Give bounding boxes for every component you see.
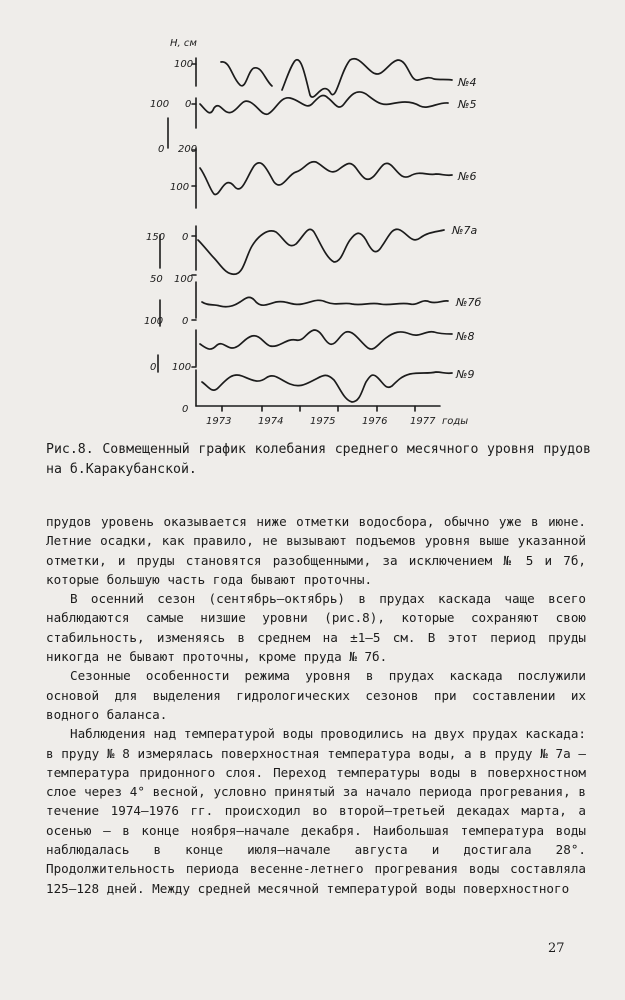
- caption-prefix: Рис.8.: [46, 442, 94, 457]
- level-graph: [0, 0, 625, 430]
- x-tick-label: 1977: [410, 416, 436, 427]
- series-label: №8: [456, 330, 475, 343]
- scale-label: 100: [172, 362, 192, 373]
- scale-label: 0: [185, 99, 192, 110]
- series-line-8: [200, 330, 452, 349]
- series-label: №7б: [456, 296, 482, 309]
- scale-label: 0: [158, 144, 165, 155]
- page-number: 27: [548, 941, 565, 956]
- figure-level-chart: [0, 0, 625, 430]
- x-tick-label: 1973: [206, 416, 232, 427]
- series-line-4: [221, 59, 452, 97]
- series-label: №5: [458, 98, 477, 111]
- x-tick-label: 1974: [258, 416, 284, 427]
- scale-label: 0: [182, 404, 189, 415]
- scale-label: 100: [170, 182, 190, 193]
- scale-label: 50: [150, 274, 163, 285]
- scale-label: 100: [144, 316, 164, 327]
- paragraph: Наблюдения над температурой воды проводились на двух прудах каскада: в пруду № 8 измерялась поверхностная температура воды, а в пруду № 7а – температура придонного слоя. Переход температуры воды в поверхностном слое через 4° весной, условно принятый за начало периода прогревания, в течение 1974–1976 гг. происходил во второй–третьей декадах марта, а осенью – в конце ноября–начале декабря. Наибольшая температура воды наблюдалась в конце июля–начале августа и достигала 28°. Продолжительность периода весенне-летнего прогревания воды составляла 125–128 дней. Между средней месячной температурой воды поверхностного: [46, 726, 586, 896]
- series-label: №7а: [452, 224, 478, 237]
- scale-bracket: [158, 118, 168, 372]
- body-text: [46, 512, 586, 898]
- series-label: №9: [456, 368, 475, 381]
- scale-label: 100: [174, 274, 194, 285]
- x-axis-label: годы: [442, 416, 469, 427]
- series-line-7a: [198, 229, 444, 274]
- y-axis-title: H, см: [170, 38, 197, 49]
- scale-label: 150: [146, 232, 166, 243]
- scale-label: 0: [150, 362, 157, 373]
- x-tick-label: 1976: [362, 416, 388, 427]
- series-line-9: [202, 372, 452, 402]
- figure-caption: [46, 440, 591, 480]
- scale-label: 100: [150, 99, 170, 110]
- scale-label: 200: [178, 144, 198, 155]
- series-line-7b: [202, 297, 448, 306]
- series-label: №6: [458, 170, 477, 183]
- series-line-6: [200, 162, 452, 195]
- scale-label: 100: [174, 59, 194, 70]
- series-line-5: [200, 92, 448, 114]
- caption-text: Совмещенный график колебания среднего месячного уровня прудов на б.Каракубанской.: [46, 442, 591, 477]
- paragraph: прудов уровень оказывается ниже отметки водосбора, обычно уже в июне. Летние осадки, как правило, не вызывают подъемов уровня выше указанной отметки, и пруды становятся разобщенными, за исключением № 5 и 7б, которые большую часть года бывают проточны.: [46, 514, 586, 587]
- paragraph: Сезонные особенности режима уровня в прудах каскада послужили основой для выделения гидрологических сезонов при составлении их водного баланса.: [46, 668, 586, 722]
- paragraph: В осенний сезон (сентябрь–октябрь) в прудах каскада чаще всего наблюдаются самые низшие уровни (рис.8), которые сохраняют свою стабильность, изменяясь в среднем на ±1–5 см. В этот период пруды никогда не бывают проточны, кроме пруда № 7б.: [46, 591, 586, 665]
- series-label: №4: [458, 76, 477, 89]
- scale-label: 0: [182, 232, 189, 243]
- scale-label: 0: [182, 316, 189, 327]
- x-tick-label: 1975: [310, 416, 336, 427]
